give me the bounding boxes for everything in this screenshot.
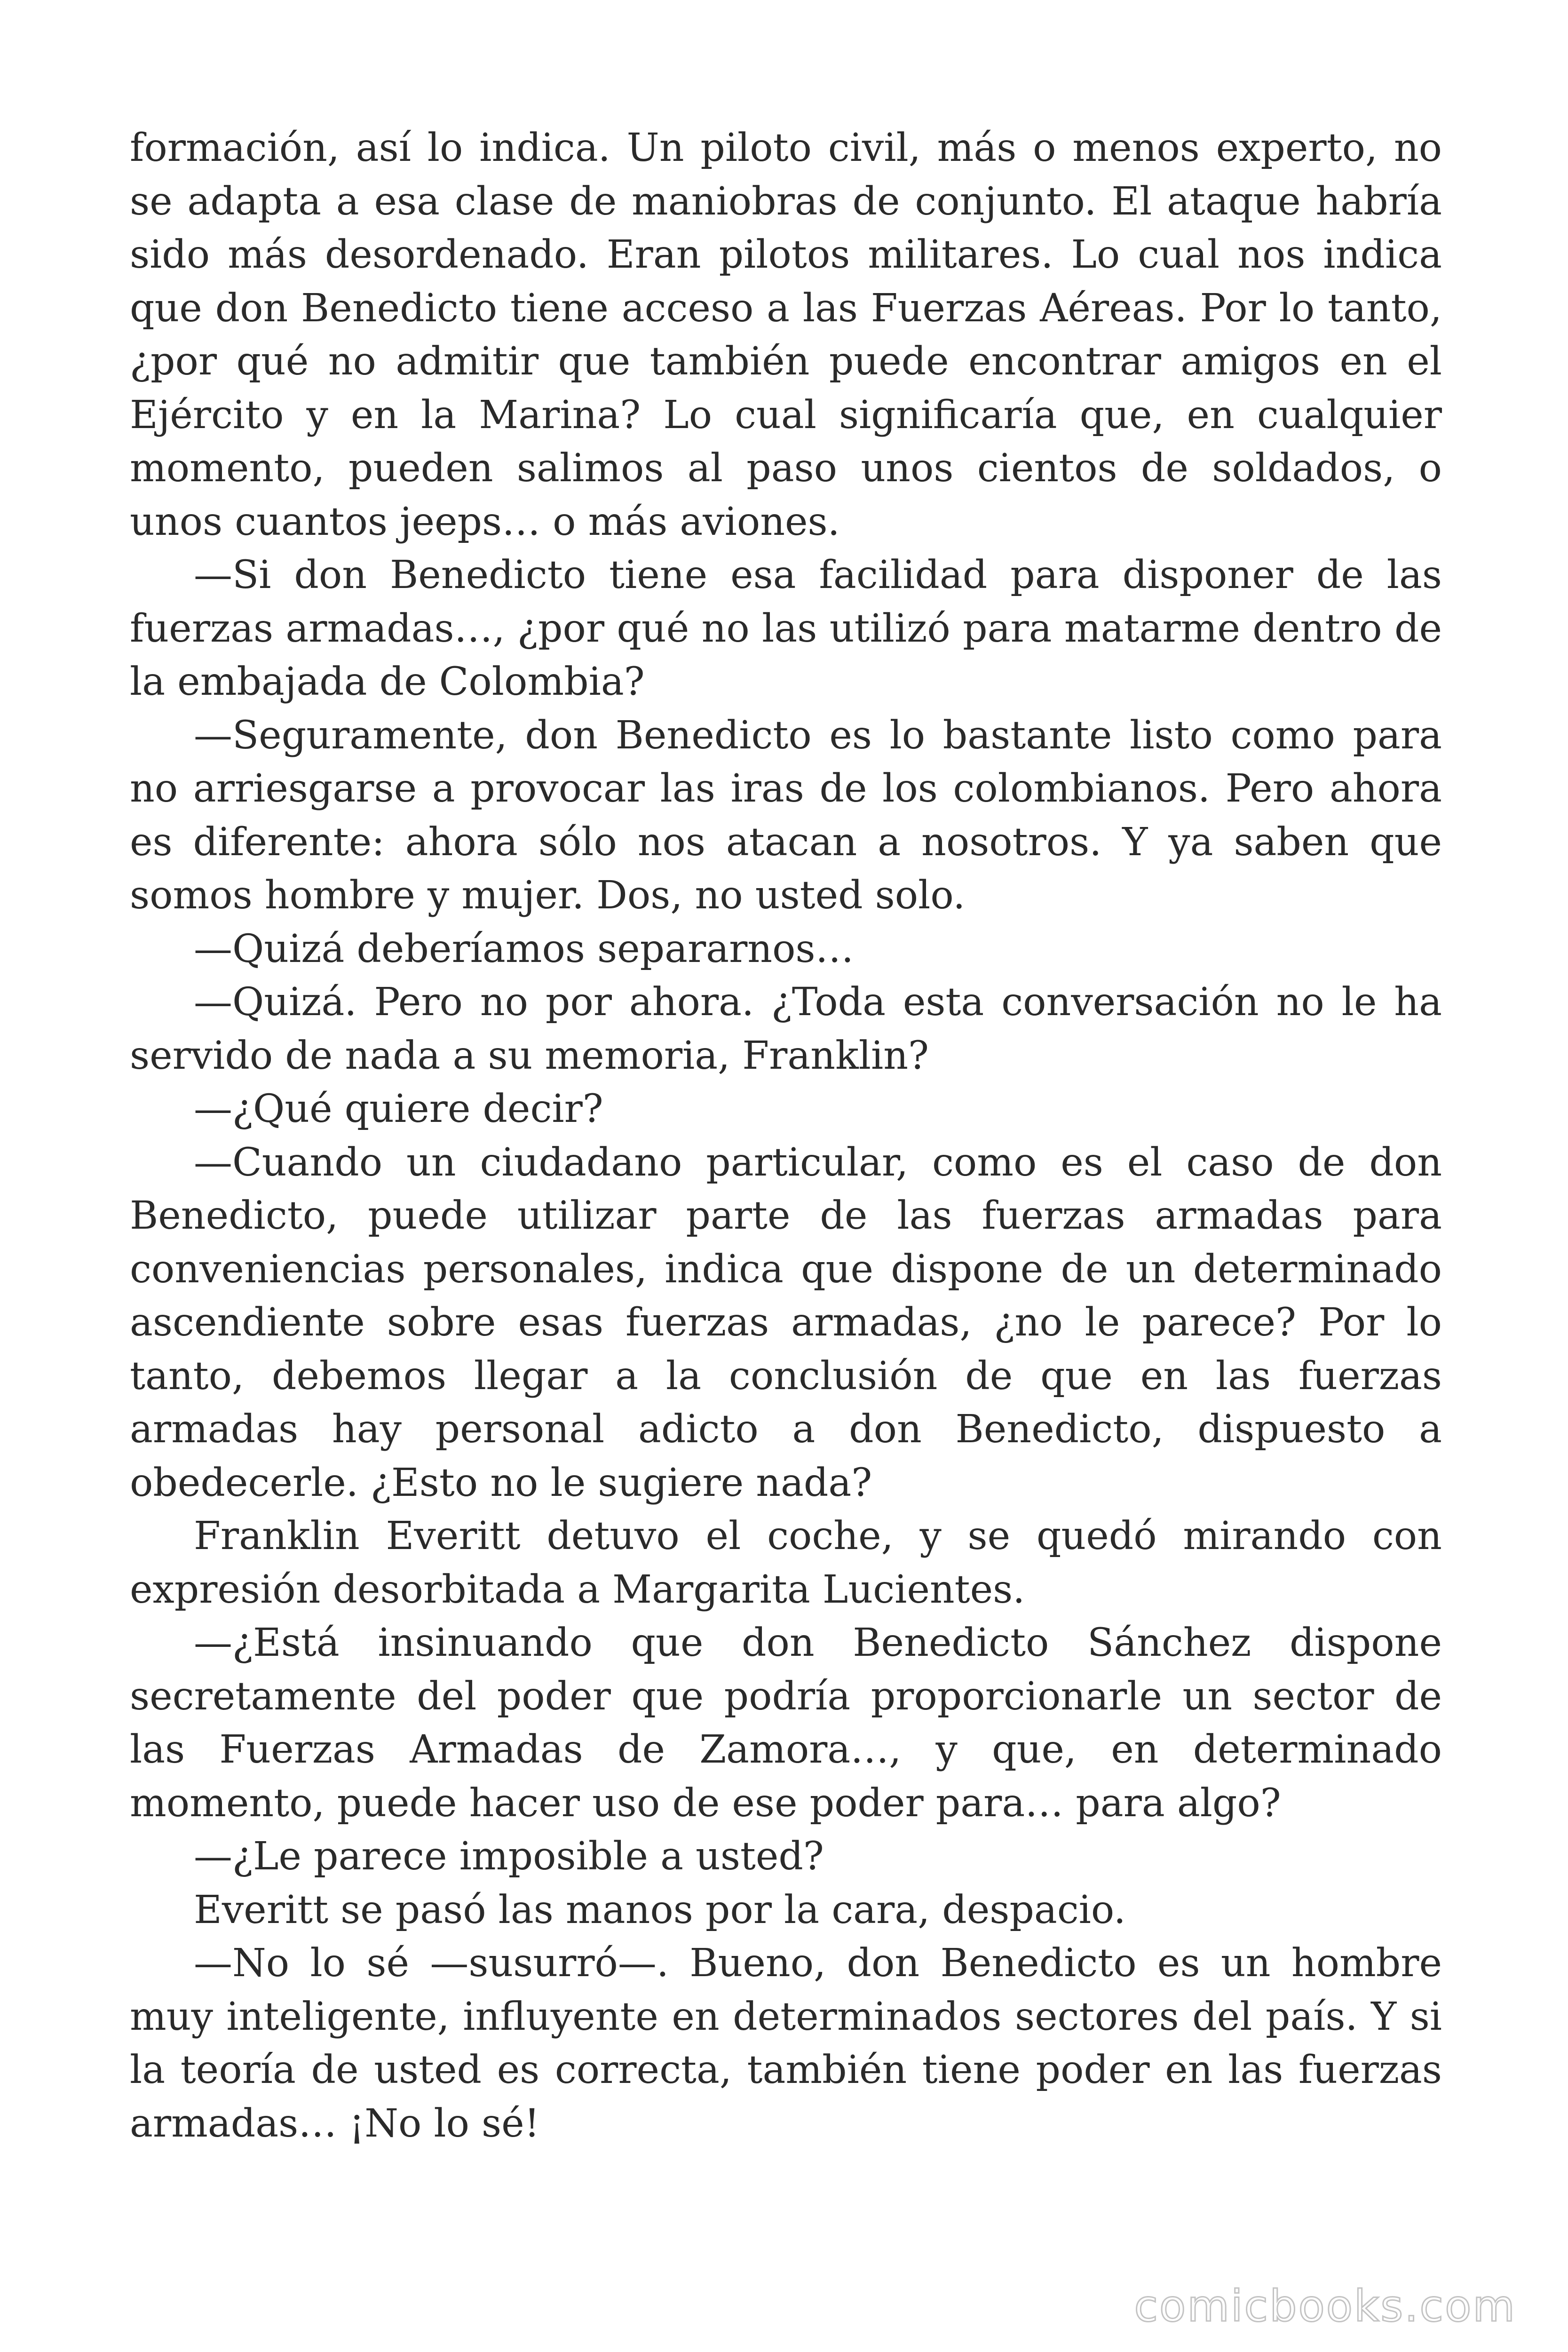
paragraph: formación, así lo indica. Un piloto civil, más o menos experto, no se adapta a esa clase de maniobras de conjunto. El ataque habría sido más desordenado. Eran pilotos militares. Lo cual nos indica que don Benedicto tiene acceso a las Fuerzas Aéreas. Por lo tanto, ¿por qué no admitir que también puede encontrar amigos en el Ejército y en la Marina? Lo cual significaría que, en cualquier momento, pueden salimos al paso unos cientos de soldados, o unos cuantos jeeps… o más aviones. xyxy=(130,126,1442,544)
paragraph: —Cuando un ciudadano particular, como es el caso de don Benedicto, puede utilizar parte de las fuerzas armadas para conveniencias personales, indica que dispone de un determinado ascendiente sobre esas fuerzas armadas, ¿no le parece? Por lo tanto, debemos llegar a la conclusión de que en las fuerzas armadas hay personal adicto a don Benedicto, dispuesto a obedecerle. ¿Esto no le sugiere nada? xyxy=(130,1140,1442,1505)
paragraph: —Seguramente, don Benedicto es lo bastante listo como para no arriesgarse a provocar las iras de los colombianos. Pero ahora es diferente: ahora sólo nos atacan a nosotros. Y ya saben que somos hombre y mujer. Dos, no usted solo. xyxy=(130,713,1442,918)
paragraph: —¿Qué quiere decir? xyxy=(194,1087,603,1131)
paragraph: Franklin Everitt detuvo el coche, y se quedó mirando con expresión desorbitada a Margarita Lucientes. xyxy=(130,1514,1442,1612)
watermark: comicbooks.com xyxy=(1134,2281,1516,2331)
paragraph: —Si don Benedicto tiene esa facilidad para disponer de las fuerzas armadas…, ¿por qué no las utilizó para matarme dentro de la embajada de Colombia? xyxy=(130,553,1442,704)
paragraph: —¿Le parece imposible a usted? xyxy=(194,1834,824,1879)
paragraph: —Quizá deberíamos separarnos… xyxy=(194,926,854,971)
paragraph: —¿Está insinuando que don Benedicto Sánchez dispone secretamente del poder que podría proporcionarle un sector de las Fuerzas Armadas de Zamora…, y que, en determinado momento, puede hacer uso de ese poder para… para algo? xyxy=(130,1621,1442,1826)
paragraph: Everitt se pasó las manos por la cara, despacio. xyxy=(194,1887,1126,1932)
paragraph: —Quizá. Pero no por ahora. ¿Toda esta conversación no le ha servido de nada a su memoria, Franklin? xyxy=(130,980,1442,1078)
paragraph: —No lo sé —susurró—. Bueno, don Benedicto es un hombre muy inteligente, influyente en determinados sectores del país. Y si la teoría de usted es correcta, también tiene poder en las fuerzas armadas… ¡No lo sé! xyxy=(130,1941,1442,2146)
page-body-text xyxy=(130,121,1442,2150)
